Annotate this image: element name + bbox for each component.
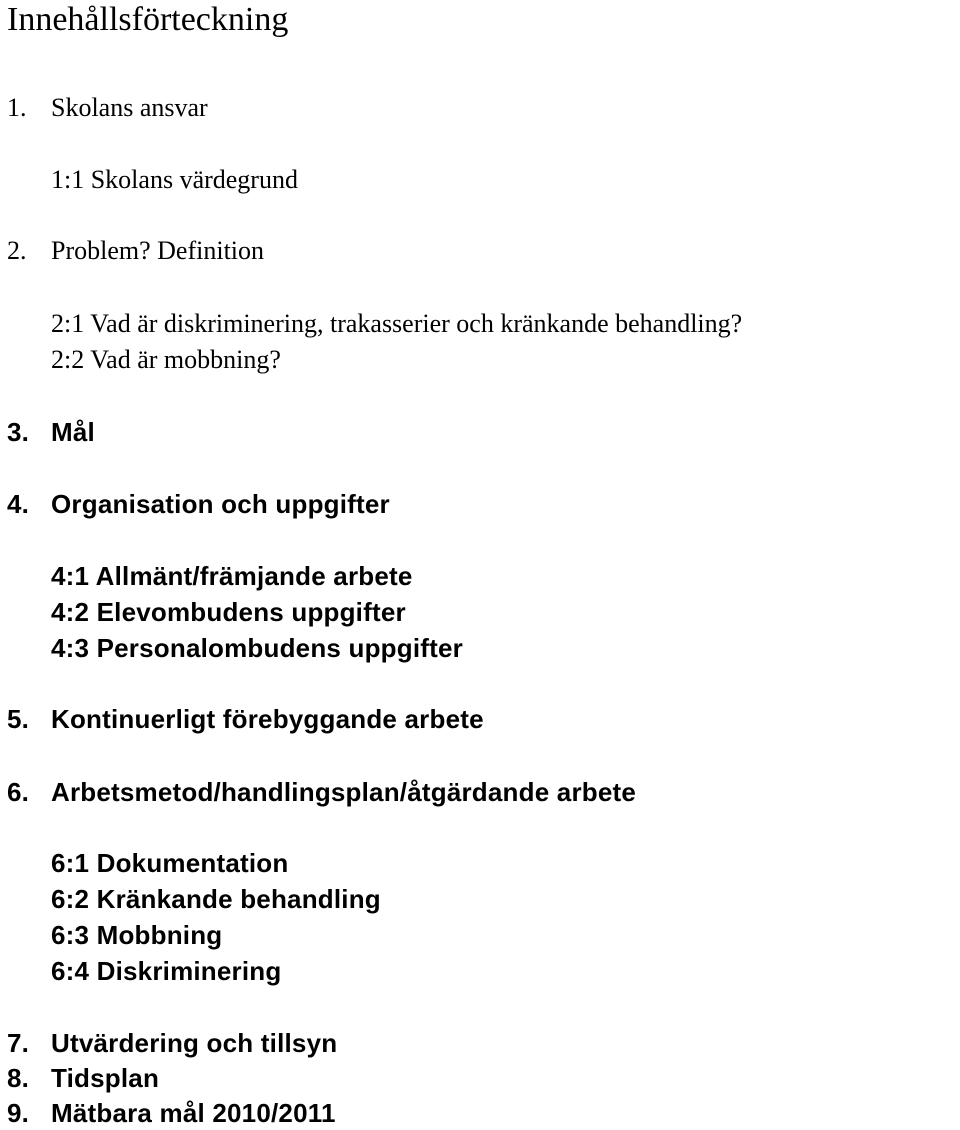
toc-entry-number: 1. (7, 93, 27, 122)
toc-subentry-title: 4:2 Elevombudens uppgifter (51, 597, 406, 627)
toc-subentry-title: 4:1 Allmänt/främjande arbete (51, 561, 413, 591)
toc-subentry-6-1 (51, 847, 288, 879)
toc-entry-number: 9. (7, 1098, 30, 1128)
toc-entry-title: Organisation och uppgifter (51, 489, 390, 519)
toc-entry-number: 7. (7, 1028, 30, 1058)
toc-entry-title: Problem? Definition (51, 236, 265, 265)
toc-subentry-title: 6:2 Kränkande behandling (51, 884, 381, 914)
toc-subentry-2-2 (51, 344, 281, 376)
toc-entry-number: 5. (7, 704, 30, 734)
toc-entry-title: Kontinuerligt förebyggande arbete (51, 704, 484, 734)
toc-entry-number: 6. (7, 777, 30, 807)
toc-subentry-2-1 (51, 308, 742, 340)
toc-entry-title: Skolans ansvar (51, 93, 208, 122)
toc-entry-title: Mätbara mål 2010/2011 (51, 1098, 336, 1128)
toc-subentry-title: 2:2 Vad är mobbning? (51, 345, 281, 374)
toc-entry-number: 4. (7, 489, 30, 519)
toc-subentry-4-3 (51, 632, 463, 664)
toc-subentry-4-2 (51, 596, 406, 628)
toc-entry-number: 3. (7, 417, 30, 447)
page-title: Innehållsförteckning (7, 1, 289, 38)
toc-subentry-title: 6:4 Diskriminering (51, 956, 282, 986)
toc-entry-number: 2. (7, 236, 27, 265)
toc-subentry-6-2 (51, 883, 381, 915)
toc-subentry-title: 1:1 Skolans värdegrund (51, 165, 298, 194)
toc-subentry-1-1 (51, 164, 298, 196)
toc-entry-title: Mål (51, 417, 95, 447)
toc-subentry-6-3 (51, 919, 222, 951)
toc-entry-title: Tidsplan (51, 1063, 160, 1093)
toc-subentry-title: 2:1 Vad är diskriminering, trakasserier och kränkande behandling? (51, 309, 743, 338)
toc-subentry-4-1 (51, 560, 413, 592)
toc-subentry-title: 4:3 Personalombudens uppgifter (51, 633, 463, 663)
toc-subentry-title: 6:3 Mobbning (51, 920, 223, 950)
toc-subentry-title: 6:1 Dokumentation (51, 848, 289, 878)
toc-entry-title: Utvärdering och tillsyn (51, 1028, 338, 1058)
toc-entry-title: Arbetsmetod/handlingsplan/åtgärdande arbete (51, 777, 637, 807)
toc-entry-number: 8. (7, 1063, 30, 1093)
toc-subentry-6-4 (51, 955, 281, 987)
